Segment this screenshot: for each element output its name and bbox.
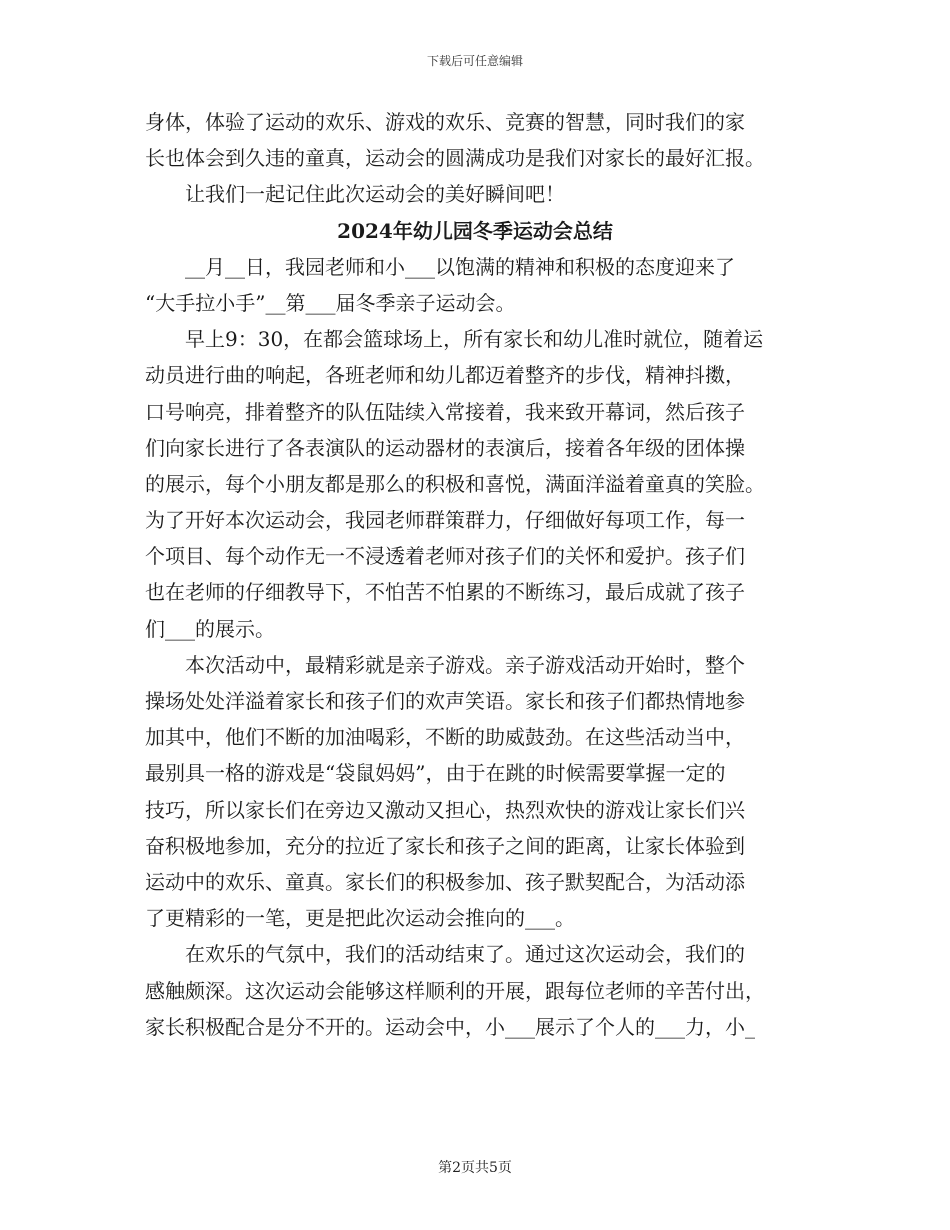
body-line: 个项目、每个动作无一不浸透着老师对孩子们的关怀和爱护。孩子们 — [145, 544, 745, 569]
document-title: 2024年幼儿园冬季运动会总结 — [337, 218, 613, 243]
body-line: 技巧，所以家长们在旁边又激动又担心，热烈欢快的游戏让家长们兴 — [145, 797, 745, 822]
body-line: 长也体会到久违的童真，运动会的圆满成功是我们对家长的最好汇报。 — [145, 146, 765, 171]
body-line: 动员进行曲的响起，各班老师和幼儿都迈着整齐的步伐，精神抖擞， — [145, 363, 745, 388]
body-line: 在欢乐的气氛中，我们的活动结束了。通过这次运动会，我们的 — [185, 942, 745, 967]
body-line: 操场处处洋溢着家长和孩子们的欢声笑语。家长和孩子们都热情地参 — [145, 689, 745, 713]
body-line: 早上9：30，在都会篮球场上，所有家长和幼儿准时就位，随着运 — [185, 327, 764, 352]
body-line: 身体，体验了运动的欢乐、游戏的欢乐、竞赛的智慧，同时我们的家 — [145, 110, 745, 134]
body-line: “大手拉小手”__第___届冬季亲子运动会。 — [145, 290, 516, 315]
body-line: 家长积极配合是分不开的。运动会中，小___展示了个人的___力，小_ — [145, 1014, 755, 1039]
body-line: 们___的展示。 — [145, 616, 275, 641]
body-line: 口号响亮，排着整齐的队伍陆续入常接着，我来致开幕词，然后孩子 — [145, 399, 745, 424]
body-line: 也在老师的仔细教导下，不怕苦不怕累的不断练习，最后成就了孩子 — [145, 580, 745, 605]
body-line: 本次活动中，最精彩就是亲子游戏。亲子游戏活动开始时，整个 — [185, 652, 745, 677]
document-body — [145, 104, 805, 1045]
body-line: 奋积极地参加，充分的拉近了家长和孩子之间的距离，让家长体验到 — [145, 833, 745, 858]
body-line: 们向家长进行了各表演队的运动器材的表演后，接着各年级的团体操 — [145, 435, 745, 460]
body-line: 最别具一格的游戏是“袋鼠妈妈”，由于在跳的时候需要掌握一定的 — [145, 761, 726, 786]
body-line: 了更精彩的一笔，更是把此次运动会推向的___。 — [145, 906, 575, 931]
body-line: 感触颇深。这次运动会能够这样顺利的开展，跟每位老师的辛苦付出， — [145, 978, 765, 1003]
body-line: 的展示，每个小朋友都是那么的积极和喜悦，满面洋溢着童真的笑脸。 — [145, 471, 765, 496]
body-line: 加其中，他们不断的加油喝彩，不断的助威鼓劲。在这些活动当中， — [145, 725, 745, 750]
body-line: __月__日，我园老师和小___以饱满的精神和积极的态度迎来了 — [185, 254, 735, 279]
page-number-footer: 第2页共5页 — [438, 1160, 512, 1176]
body-line: 让我们一起记住此次运动会的美好瞬间吧！ — [185, 182, 565, 207]
body-line: 为了开好本次运动会，我园老师群策群力，仔细做好每项工作，每一 — [145, 508, 745, 533]
body-line: 运动中的欢乐、童真。家长们的积极参加、孩子默契配合，为活动添 — [145, 869, 745, 894]
page-header: 下载后可任意编辑 — [426, 54, 523, 68]
